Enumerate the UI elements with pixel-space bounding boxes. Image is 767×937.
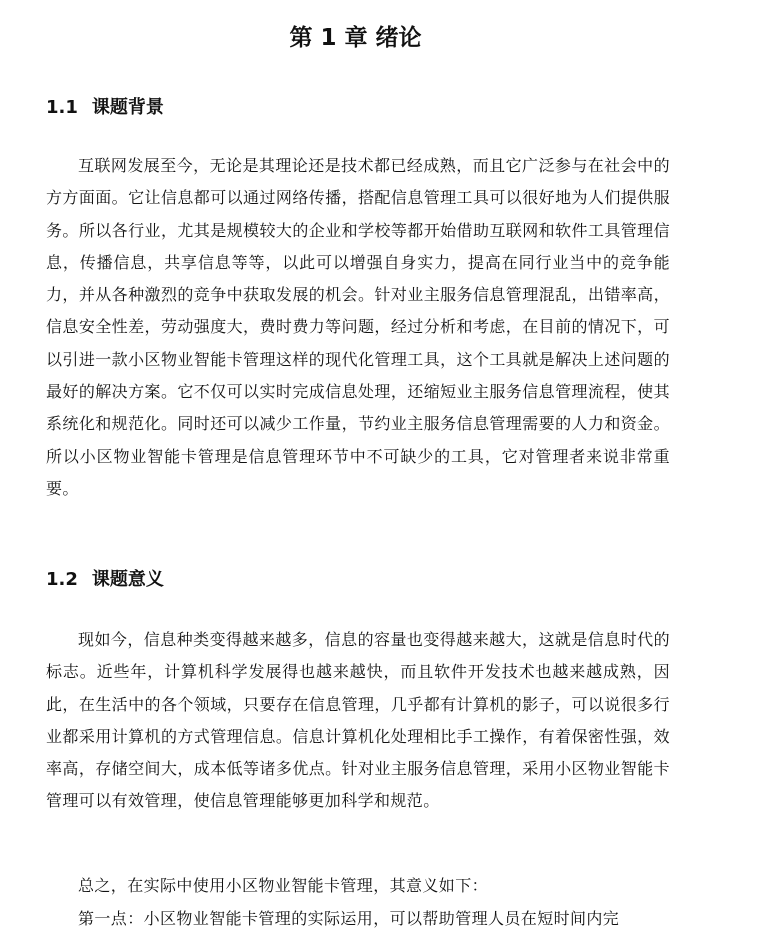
section-heading-background (46, 94, 164, 122)
section-title: 课题意义 (91, 569, 164, 590)
chapter-title: 第 1 章 绪论 (289, 25, 422, 51)
section-number: 1.2 (46, 569, 78, 590)
paragraph-background: 互联网发展至今，无论是其理论还是技术都已经成熟，而且它广泛参与在社会中的方方面面。它让信息都可以通过网络传播，搭配信息管理工具可以很好地为人们提供服务。所以各行业，尤其是规模较大的企业和学校等都开始借助互联网和软件工具管理信息，传播信息，共享信息等等，以此可以增强自身实力，提高在同行业当中的竞争能力，并从各种激烈的竞争中获取发展的机会。针对业主服务信息管理混乱，出错率高，信息安全性差，劳动强度大，费时费力等问题，经过分析和考虑，在目前的情况下，可以引进一款小区物业智能卡管理这样的现代化管理工具，这个工具就是解决上述问题的最好的解决方案。它不仅可以实时完成信息处理，还缩短业主服务信息管理流程，使其系统化和规范化。同时还可以减少工作量，节约业主服务信息管理需要的人力和资金。所以小区物业智能卡管理是信息管理环节中不可缺少的工具，它对管理者来说非常重要。 (46, 156, 670, 498)
paragraph-significance: 现如今，信息种类变得越来越多，信息的容量也变得越来越大，这就是信息时代的标志。近些年，计算机科学发展得也越来越快，而且软件开发技术也越来越成熟，因此，在生活中的各个领域，只要存在信息管理，几乎都有计算机的影子，可以说很多行业都采用计算机的方式管理信息。信息计算机化处理相比手工操作，有着保密性强，效率高，存储空间大，成本低等诸多优点。针对业主服务信息管理，采用小区物业智能卡管理可以有效管理，使信息管理能够更加科学和规范。 (46, 630, 670, 811)
section-heading-significance (46, 566, 164, 594)
paragraph-summary: 总之，在实际中使用小区物业智能卡管理，其意义如下： (78, 876, 489, 895)
section-title: 课题背景 (91, 97, 164, 118)
section-number: 1.1 (46, 97, 78, 118)
paragraph-point-one: 第一点：小区物业智能卡管理的实际运用，可以帮助管理人员在短时间内完 (78, 909, 620, 928)
